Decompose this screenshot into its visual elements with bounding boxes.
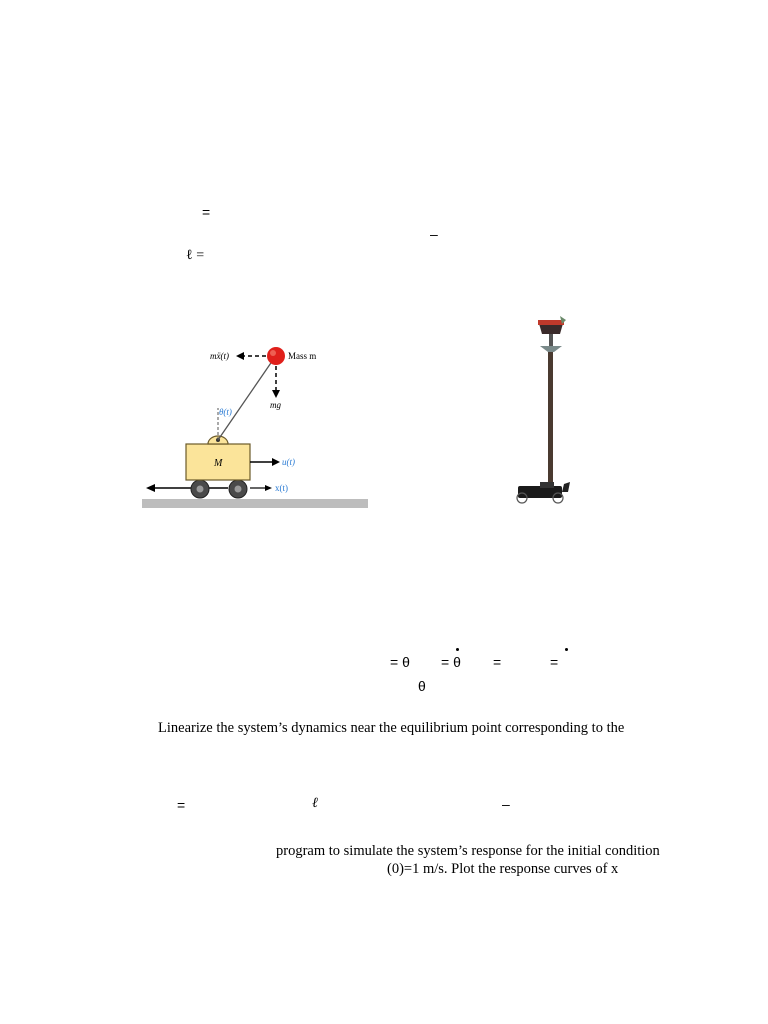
cart-wheel-left [191,480,209,498]
lower-equals-fragment: = [177,797,186,813]
ell-equals-fragment: ℓ = [186,248,205,263]
cart-pendulum-diagram [138,336,372,516]
ground-surface [142,499,368,508]
lower-minus-fragment: – [502,796,510,812]
pendulum-rod-photo [548,352,553,490]
state-eq-theta-dot: = θ [441,654,461,670]
input-arrow-icon [272,458,280,466]
state-eq-theta: = θ [390,654,410,670]
lower-ell-fragment: ℓ [312,796,318,811]
initial-condition-text: (0)=1 m/s. Plot the response curves of x [387,861,619,877]
inertial-force-arrow-icon [236,352,244,360]
state-dot-mark [565,648,568,651]
left-arrow-icon [146,484,155,492]
cart-mass-label: M [214,458,223,469]
inertial-force-label: mẍ(t) [210,351,229,361]
cart-wheel-right [229,480,247,498]
pendulum-collar [540,346,562,352]
pendulum-rod [218,357,275,440]
program-text: program to simulate the system’s response for the initial condition [276,843,660,859]
state-eq4: = [550,654,559,670]
mass-label: Mass m [288,351,317,361]
theta-subline: θ [418,678,426,694]
state-eq3: = [493,654,502,670]
equals-fragment: = [202,204,211,220]
position-label: x(t) [275,483,288,493]
theta-label: θ(t) [219,407,232,417]
linearize-text: Linearize the system’s dynamics near the equilibrium point corresponding to the [158,720,625,736]
theta-dot-mark [456,648,459,651]
gravity-arrow-icon [272,390,280,398]
input-label: u(t) [282,457,295,467]
position-arrow-icon [265,485,272,491]
inverted-pendulum-photo [480,306,592,512]
mass-ball [267,347,285,365]
gravity-label: mg [270,400,281,410]
minus-fragment: – [430,226,438,242]
